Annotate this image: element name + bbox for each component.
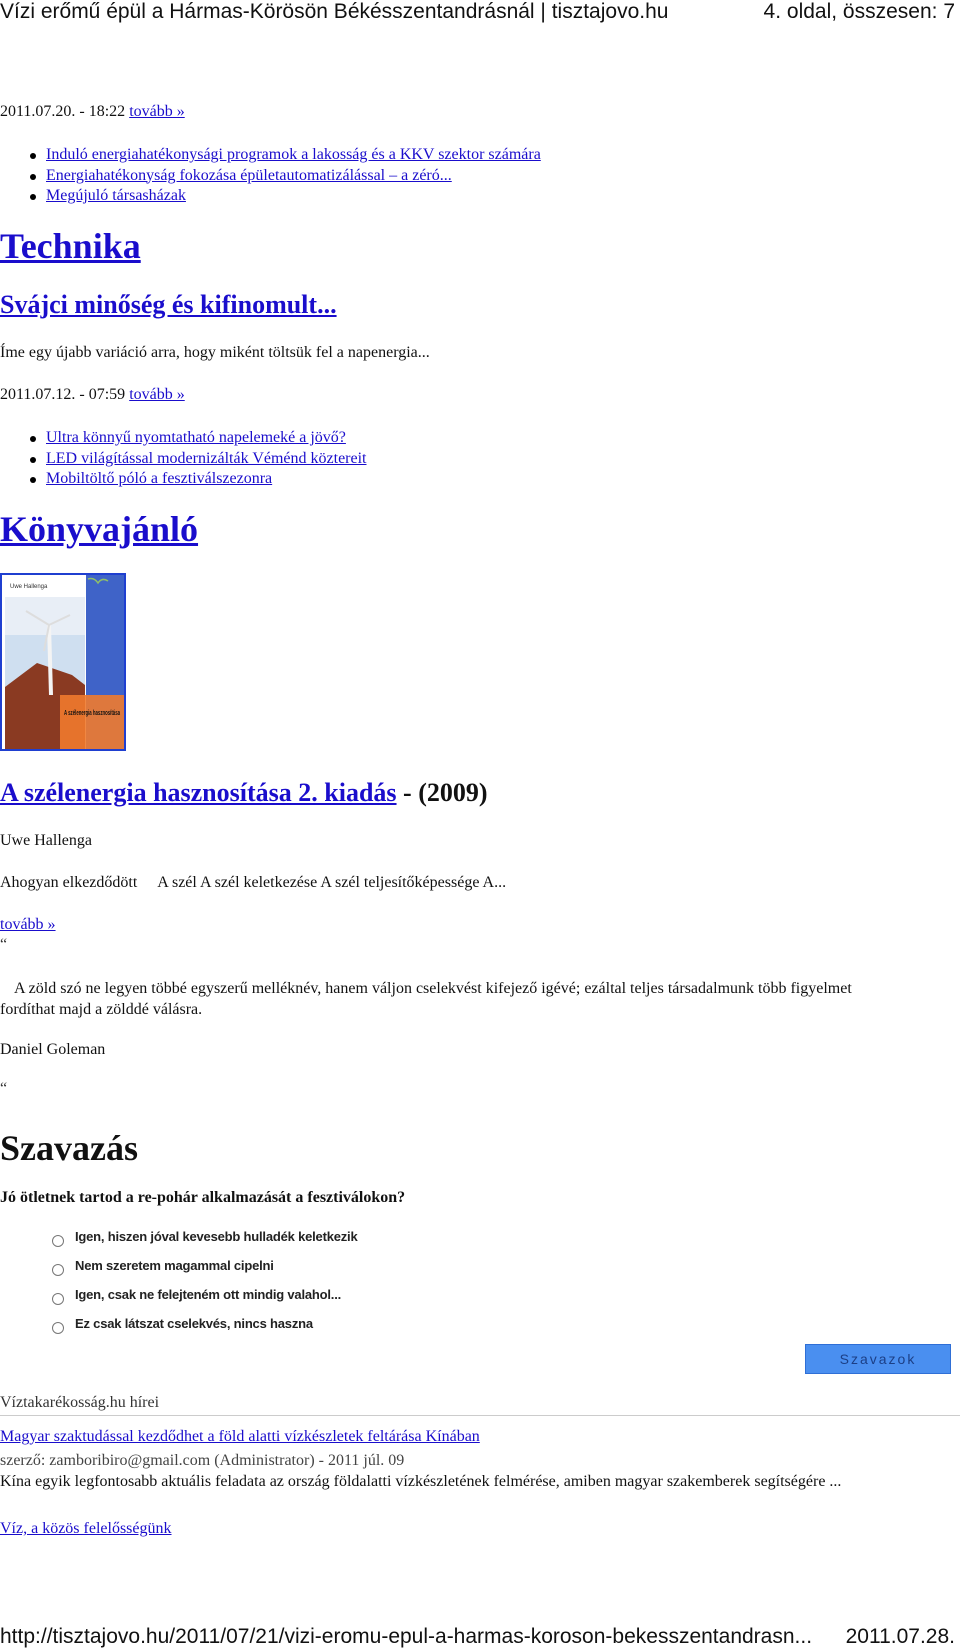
related-link[interactable]: LED világítással modernizálták Véménd köztereit (46, 449, 367, 467)
poll-option-label: Ez csak látszat cselekvés, nincs haszna (75, 1316, 313, 1331)
poll-question: Jó ötletnek tartod a re-pohár alkalmazását a fesztiválokon? (0, 1189, 406, 1206)
poll-option-label: Igen, csak ne felejteném ott mindig valahol... (75, 1287, 342, 1302)
related-links-list (0, 428, 366, 490)
news-heading: Víztakarékosság.hu hírei (0, 1394, 160, 1411)
news-item-title (0, 1428, 480, 1446)
related-link[interactable]: Induló energiahatékonysági programok a lakosság és a KKV szektor számára (46, 146, 541, 163)
vote-button[interactable]: Szavazok (805, 1344, 951, 1374)
article-title-link[interactable]: Svájci minőség és kifinomult... (0, 290, 337, 319)
poll-option-label: Igen, hiszen jóval kevesebb hulladék keletkezik (75, 1229, 358, 1244)
more-link[interactable]: tovább » (129, 103, 185, 120)
book-year: - (2009) (396, 778, 488, 807)
article-date: 2011.07.12. - 07:59 (0, 386, 130, 403)
radio-button[interactable] (52, 1264, 64, 1276)
book-title-line (0, 778, 488, 808)
article-teaser: Íme egy újabb variáció arra, hogy miként töltsük fel a napenergia... (0, 344, 430, 361)
news-item-body: Kína egyik legfontosabb aktuális feladata az ország földalatti vízkészletének felmérése, amiben magyar szakemberek segítségére ... (0, 1473, 842, 1490)
quote-text (0, 978, 900, 1020)
section-heading-books (0, 508, 198, 550)
related-link[interactable]: Mobiltöltő póló a fesztiválszezonra (46, 470, 273, 487)
quote-close-mark: “ (0, 1080, 8, 1097)
book-toc (0, 874, 506, 892)
related-links-list (0, 145, 541, 207)
section-heading-technika (0, 225, 141, 267)
page-header-page-count: 4. oldal, összesen: 7 (763, 0, 955, 23)
quote-author: Daniel Goleman (0, 1041, 106, 1058)
quote-open-mark: “ (0, 936, 8, 953)
news-item-link[interactable]: Magyar szaktudással kezdődhet a föld alatti vízkészletek feltárása Kínában (0, 1428, 480, 1445)
poll-heading: Szavazás (0, 1128, 138, 1168)
book-toc-first: Ahogyan elkezdődött (0, 874, 138, 891)
list-item (0, 166, 541, 187)
book-cover-title: A szélenergia hasznosítása (64, 710, 121, 717)
technika-link[interactable]: Technika (0, 226, 141, 266)
news-item-link[interactable]: Víz, a közös felelősségünk (0, 1520, 172, 1537)
quote-body: A zöld szó ne legyen többé egyszerű melléknév, hanem váljon cselekvést kifejező igévé; ezáltal teljes társadalmunk több figyelmet fordíthat majd a zölddé válásra. (0, 980, 852, 1018)
book-title-link[interactable]: A szélenergia hasznosítása 2. kiadás (0, 778, 397, 807)
radio-button[interactable] (52, 1235, 64, 1247)
related-link[interactable]: Energiahatékonyság fokozása épületautomatizálással – a zéró... (46, 166, 452, 184)
article-date-line (0, 386, 185, 404)
article-title (0, 290, 337, 320)
poll-option-label: Nem szeretem magammal cipelni (75, 1258, 274, 1273)
radio-button[interactable] (52, 1293, 64, 1305)
list-item (0, 449, 366, 470)
article-date: 2011.07.20. - 18:22 (0, 103, 130, 120)
list-item (0, 469, 366, 490)
books-link[interactable]: Könyvajánló (0, 509, 199, 549)
book-cover-illustration (2, 575, 124, 749)
list-item (0, 186, 541, 207)
more-link[interactable]: tovább » (129, 386, 185, 403)
page-header-title: Vízi erőmű épül a Hármas-Körösön Békésszentandrásnál | tisztajovo.hu (0, 0, 669, 23)
book-cover-author: Uwe Hallenga (10, 584, 48, 590)
radio-button[interactable] (52, 1322, 64, 1334)
page-header (0, 0, 960, 30)
divider (0, 1415, 960, 1416)
page-footer (0, 1625, 960, 1652)
news-item-meta: szerző: zamboribiro@gmail.com (Administrator) - 2011 júl. 09 (0, 1452, 405, 1469)
news-item-title (0, 1520, 172, 1538)
book-cover-image[interactable] (0, 573, 126, 751)
list-item (0, 145, 541, 166)
book-toc-rest: A szél A szél keletkezése A szél teljesítőképessége A... (157, 874, 507, 891)
page-footer-url: http://tisztajovo.hu/2011/07/21/vizi-eromu-epul-a-harmas-koroson-bekesszentandrasn... (0, 1625, 813, 1648)
related-link[interactable]: Ultra könnyű nyomtatható napelemeké a jövő? (46, 429, 346, 446)
list-item (0, 428, 366, 449)
book-more (0, 916, 56, 934)
related-link[interactable]: Megújuló társasházak (46, 187, 186, 204)
more-link[interactable]: tovább » (0, 916, 56, 933)
book-author: Uwe Hallenga (0, 832, 92, 849)
page-footer-date: 2011.07.28. (845, 1625, 955, 1648)
article-date-line (0, 103, 185, 121)
